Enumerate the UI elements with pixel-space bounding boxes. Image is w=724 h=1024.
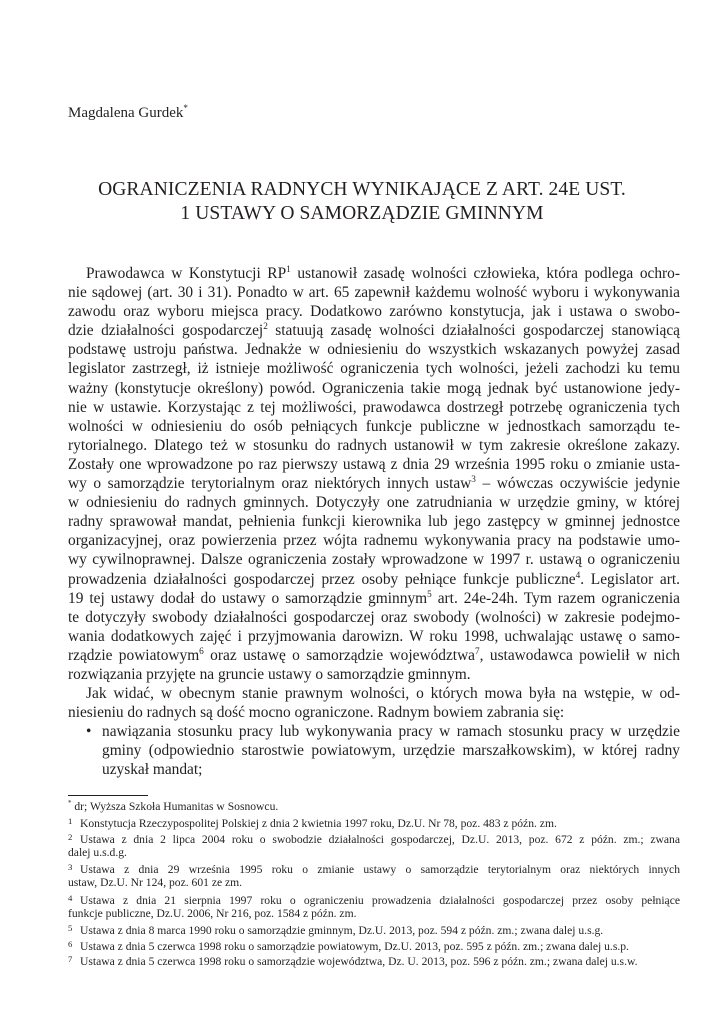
footnote-ref: 5 — [427, 588, 432, 599]
footnote-3 — [68, 860, 680, 875]
body-line: w odniesieniu do radnych gminnych. Dotyczyły one zatrudniania w urzędzie gminy, w której — [68, 494, 680, 512]
footnote-2-cont: dalej u.s.d.g. — [68, 845, 127, 859]
footnote-number: 7 — [68, 953, 73, 964]
footnote-ref: 3 — [471, 473, 476, 484]
bullet-item-line — [68, 722, 680, 741]
footnote-ref: 2 — [263, 321, 268, 332]
footnote-text: Ustawa z dnia 5 czerwca 1998 roku o samorządzie powiatowym, Dz.U. 2013, poz. 595 z późn. zm.; zwana dalej u.s.p. — [80, 939, 629, 953]
footnote-number: 1 — [68, 816, 73, 827]
author-line — [68, 104, 188, 122]
body-text: nawiązania stosunku pracy lub wykonywania pracy w ramach stosunku pracy w urzędzie — [102, 723, 680, 741]
body-text: dzie działalności gospodarczej — [68, 322, 264, 340]
body-text: art. 24e-24h. Tym razem ograniczenia — [431, 589, 680, 607]
body-text: . Legislator art. — [580, 570, 680, 588]
body-line: rytorialnego. Dlatego też w stosunku do radnych ustanowił w tym zakresie określone zakazy. — [68, 436, 680, 454]
body-line: legislator zastrzegł, iż istnieje możliwość ograniczenia tych wolności, jeżeli zachodzi ku temu — [68, 360, 680, 378]
body-line — [68, 264, 680, 283]
body-line: te dotyczyły swobody działalności gospodarczej oraz swobody (wolności) w zakresie podejmo- — [68, 608, 680, 626]
body-line: wania dodatkowych zajęć i przyjmowania darowizn. W roku 1998, uchwalając ustawę o samo- — [68, 627, 680, 645]
bullet-item-line: gminy (odpowiednio starostwie powiatowym, urzędzie marszałkowskim), w której radny — [102, 742, 680, 760]
footnote-text: dr; Wyższa Szkoła Humanitas w Sosnowcu. — [71, 800, 279, 813]
footnote-4-cont: funkcje publiczne, Dz.U. 2006, Nr 216, poz. 1584 z późn. zm. — [68, 907, 357, 921]
footnote-6 — [68, 937, 680, 952]
footnote-text: Ustawa z dnia 8 marca 1990 roku o samorządzie gminnym, Dz.U. 2013, poz. 594 z późn. zm.; zwana dalej u.s.g. — [80, 924, 604, 938]
title-line-1: OGRANICZENIA RADNYCH WYNIKAJĄCE Z ART. 24E UST. — [98, 179, 626, 200]
body-line — [68, 321, 680, 340]
body-line: Zostały one wprowadzone po raz pierwszy ustawą z dnia 29 września 1995 roku o zmianie usta- — [68, 455, 680, 473]
body-line: niesieniu do radnych są dość mocno ograniczone. Radnym bowiem zabrania się: — [68, 704, 565, 722]
body-text: Prawodawca w Konstytucji RP — [86, 265, 287, 282]
footnote-number: 4 — [68, 892, 73, 903]
body-line — [68, 646, 680, 665]
body-line: zawodu oraz wyboru miejsca pracy. Dodatkowo zarówno konstytucja, jak i ustawa o swobo- — [68, 303, 680, 321]
footnote-ref: 7 — [475, 645, 480, 656]
body-line: Jak widać, w obecnym stanie prawnym wolności, o których mowa była na wstępie, w od- — [86, 685, 680, 703]
body-text: rządzie powiatowym — [68, 646, 200, 664]
footnote-text: Ustawa z dnia 29 września 1995 roku o zmianie ustawy o samorządzie terytorialnym oraz niektórych innych — [80, 863, 680, 877]
footnote-ref: 1 — [286, 263, 291, 274]
body-line: nie w ustawie. Korzystając z tej możliwości, prawodawca dostrzegł potrzebę ograniczenia tych — [68, 398, 680, 416]
bullet-icon: • — [86, 723, 92, 741]
footnote-text: Konstytucja Rzeczypospolitej Polskiej z dnia 2 kwietnia 1997 roku, Dz.U. Nr 78, poz. 483 z późn. zm. — [80, 817, 557, 831]
body-line — [68, 589, 680, 608]
body-line: radny sprawował mandat, pełnienia funkcji kierownika lub jego zastępcy w gminnej jednostce — [68, 513, 680, 531]
article-title — [68, 178, 656, 226]
bullet-item-line: uzyskał mandat; — [102, 761, 203, 779]
title-line-2: 1 USTAWY O SAMORZĄDZIE GMINNYM — [180, 203, 544, 224]
body-line: ważny (konstytucje określony) powód. Ograniczenia takie mogą jednak być ustanowione jedy- — [68, 379, 680, 397]
footnote-ref: 4 — [575, 569, 581, 580]
footnote-number: 2 — [68, 831, 73, 842]
footnote-number: 3 — [68, 862, 73, 873]
footnotes — [68, 799, 680, 967]
body-text: , ustawodawca powielił w nich — [479, 646, 680, 664]
footnote-author — [68, 799, 680, 814]
body-line: wy cywilnoprawnej. Dalsze ograniczenia zostały wprowadzone w 1997 r. ustawą o ograniczeniu — [68, 551, 680, 569]
body-text: ustanowił zasadę wolności człowieka, która podlega ochro- — [290, 265, 680, 282]
footnote-text: Ustawa z dnia 2 lipca 2004 roku o swobodzie działalności gospodarczej, Dz.U. 2013, poz. 672 z późn. zm.; zwana — [80, 832, 680, 846]
body-line — [68, 570, 680, 589]
footnote-7 — [68, 952, 680, 967]
body-text: – wówczas oczywiście jedynie — [475, 475, 680, 493]
footnote-2 — [68, 830, 680, 845]
footnote-4 — [68, 891, 680, 906]
body-line: podstawę ustroju państwa. Jednakże w odniesieniu do wszystkich wskazanych powyżej zasad — [68, 341, 680, 359]
body-text: statuują zasadę wolności działalności gospodarczej stanowiącą — [267, 322, 680, 340]
footnote-text: Ustawa z dnia 5 czerwca 1998 roku o samorządzie województwa, Dz. U. 2013, poz. 596 z późn. zm.; zwana dalej u.s.w. — [80, 954, 638, 968]
footnote-number: 6 — [68, 938, 73, 949]
footnote-mark: * — [68, 799, 72, 808]
body-text: wy o samorządzie terytorialnym oraz niektórych innych ustaw — [68, 475, 472, 493]
body-text: oraz ustawę o samorządzie województwa — [203, 646, 476, 664]
footnote-1 — [68, 814, 680, 829]
author-name: Magdalena Gurdek — [68, 105, 184, 121]
body-text: prowadzenia działalności gospodarczej przez osoby pełniące funkcje publiczne — [68, 570, 576, 588]
footnote-5 — [68, 921, 680, 936]
body-line: wolności w odniesieniu do osób pełniących funkcje publiczne w jednostkach samorządu te- — [68, 417, 680, 435]
body-text: 19 tej ustawy dodał do ustawy o samorządzie gminnym — [68, 589, 428, 607]
body-line: rozwiązania przyjęte na gruncie ustawy o samorządzie gminnym. — [68, 665, 471, 683]
footnote-ref: 6 — [199, 645, 204, 656]
author-footnote-mark: * — [183, 103, 188, 113]
body-line: nie sądowej (art. 30 i 31). Ponadto w art. 65 zapewnił każdemu wolność wyboru i wykonywania — [68, 284, 680, 302]
body-line — [68, 474, 680, 493]
footnote-3-cont: ustaw, Dz.U. Nr 124, poz. 601 ze zm. — [68, 876, 243, 890]
article-body — [68, 264, 680, 780]
footnote-divider — [68, 795, 148, 796]
footnote-text: Ustawa z dnia 21 sierpnia 1997 roku o ograniczeniu prowadzenia działalności gospodarczej przez osoby pełniące — [80, 893, 680, 907]
body-line: organizacyjnej, oraz powierzenia przez wójta radnemu wykonywania pracy na podstawie umo- — [68, 532, 680, 550]
footnote-number: 5 — [68, 923, 73, 934]
